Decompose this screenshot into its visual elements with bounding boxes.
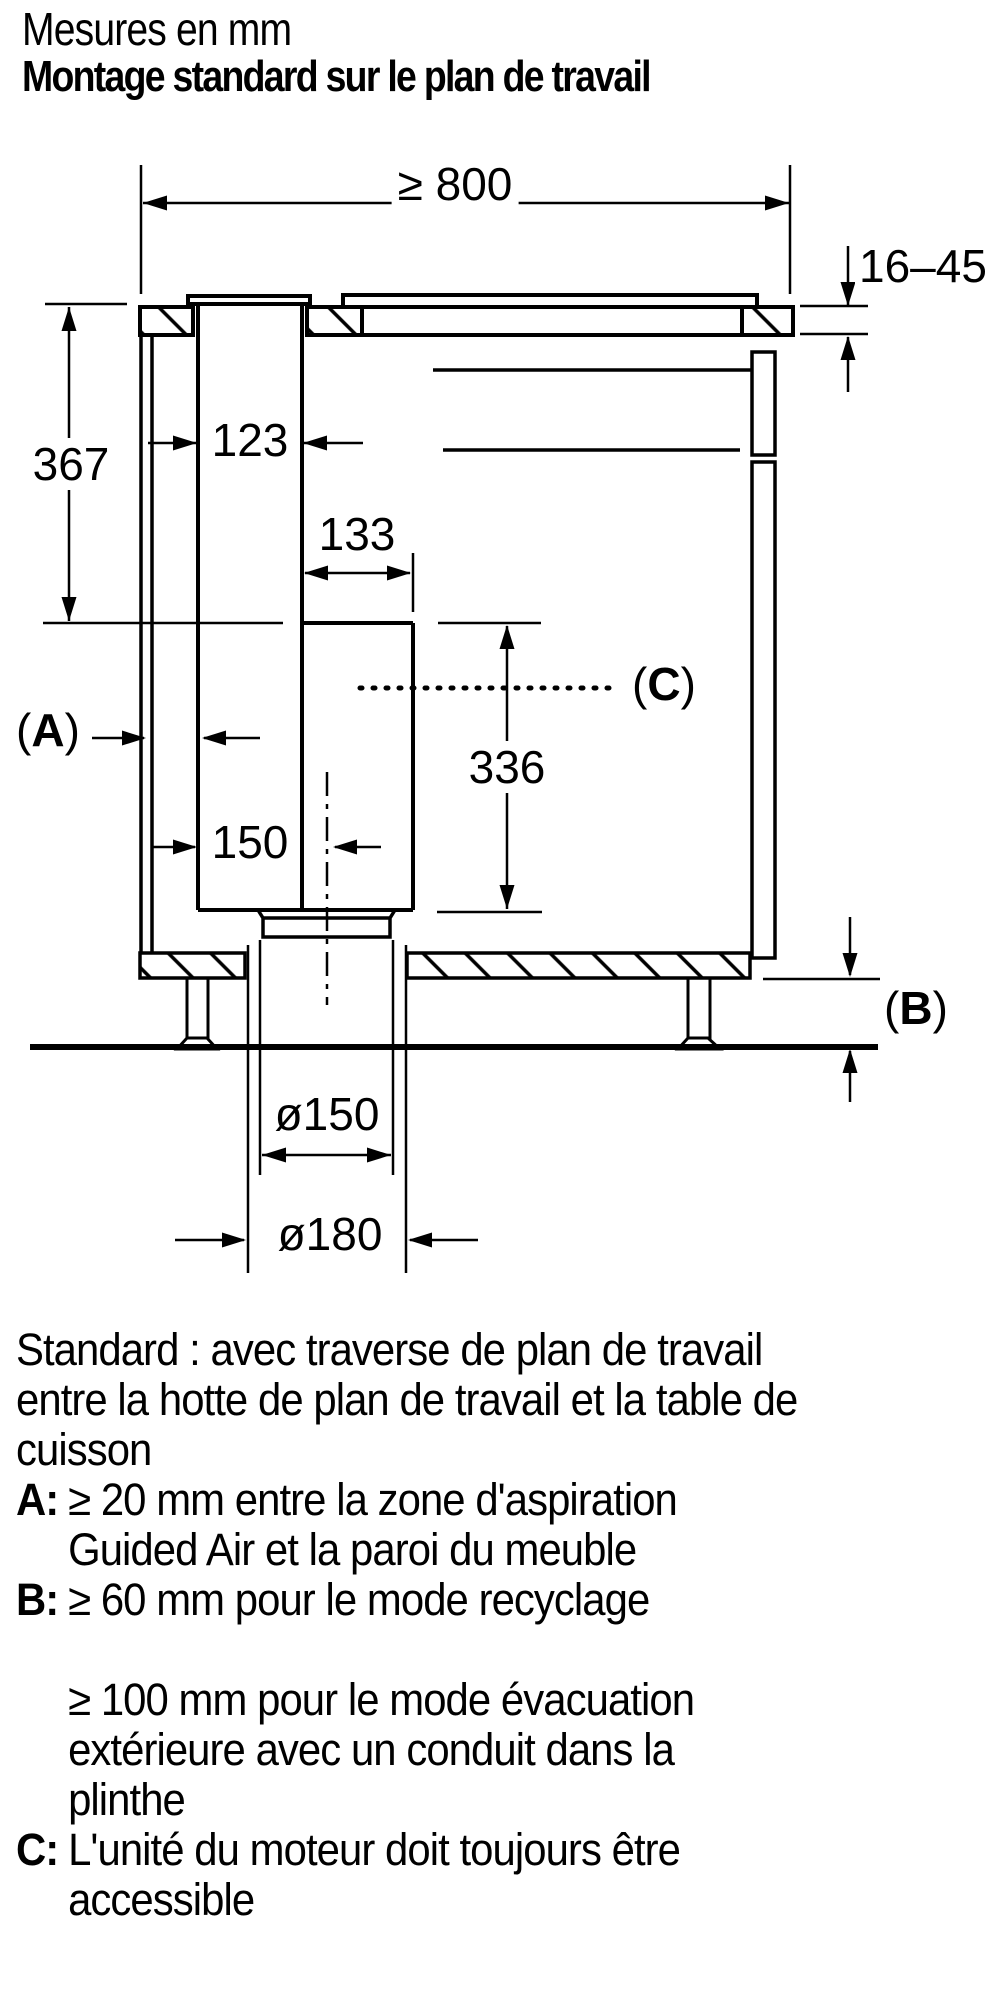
worktop-and-cabinet bbox=[30, 295, 878, 1273]
plinth-left bbox=[140, 953, 245, 978]
dimension-arrowheads bbox=[62, 196, 858, 1248]
note-item-a: A: ≥ 20 mm entre la zone d'aspiration Guided Air et la paroi du meuble bbox=[16, 1474, 677, 1575]
dim-motor-width: 133 bbox=[313, 508, 402, 560]
right-rail-upper bbox=[752, 352, 775, 455]
right-rail-lower bbox=[752, 462, 775, 958]
label-b: (B) bbox=[878, 982, 954, 1034]
dim-height-below-top: 367 bbox=[27, 438, 116, 490]
dim-cutout-diameter: ø180 bbox=[272, 1208, 389, 1260]
note-intro-line: cuisson bbox=[16, 1424, 152, 1475]
worktop-band bbox=[307, 307, 793, 335]
worktop-hatch-right bbox=[742, 307, 793, 335]
label-a: (A) bbox=[10, 704, 86, 756]
dim-motor-height: 336 bbox=[463, 741, 552, 793]
notes-block bbox=[16, 1325, 955, 1925]
dim-worktop-thickness: 16–45 bbox=[855, 240, 991, 292]
page-title: Mesures en mm bbox=[22, 3, 292, 55]
plinth-right bbox=[407, 953, 750, 978]
cabinet-feet bbox=[177, 978, 720, 1049]
label-c: (C) bbox=[626, 658, 702, 710]
note-intro-line: entre la hotte de plan de travail et la table de bbox=[16, 1374, 798, 1425]
note-blank-line bbox=[68, 1625, 955, 1675]
page-subtitle: Montage standard sur le plan de travail bbox=[22, 52, 650, 101]
hood-collar bbox=[188, 296, 310, 304]
note-label-a: A: bbox=[16, 1474, 59, 1525]
note-item-b: B: ≥ 60 mm pour le mode recyclage ≥ 100 mm pour le mode évacuation extérieure avec un conduit dans la plinthe bbox=[16, 1575, 955, 1825]
worktop-hatch-left bbox=[140, 307, 193, 335]
dim-total-width: ≥ 800 bbox=[392, 158, 519, 210]
worktop-hatch-middle bbox=[307, 307, 362, 335]
dim-offset: 150 bbox=[206, 816, 295, 868]
note-item-c: C: L'unité du moteur doit toujours être accessible bbox=[16, 1824, 681, 1925]
note-intro-line: Standard : avec traverse de plan de travail bbox=[16, 1324, 763, 1375]
dim-duct-diameter: ø150 bbox=[269, 1088, 386, 1140]
dim-duct-width: 123 bbox=[206, 414, 295, 466]
note-label-c: C: bbox=[16, 1824, 59, 1875]
note-label-b: B: bbox=[16, 1574, 59, 1625]
